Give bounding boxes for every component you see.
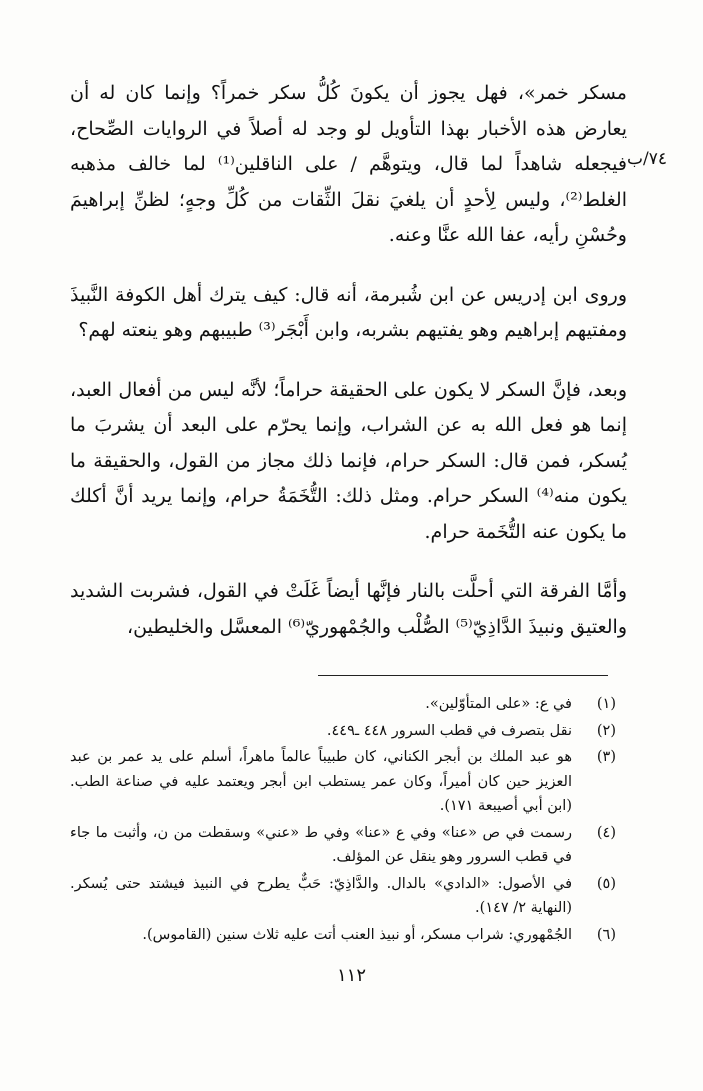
main-text: [70, 76, 627, 645]
footnote: [70, 872, 616, 921]
paragraph: وأمَّا الفرقة التي أحلَّت بالنار فإنَّها أيضاً غَلَتْ في القول، فشربت الشديد والعتيق ونبيذَ الدَّاذِيّ⁽⁵⁾ الصُّلْب والجُمْهوريّ⁽⁶⁾ المعسَّل والخليطين،: [70, 580, 627, 638]
footnote-divider: [318, 675, 608, 676]
footnote-text: نقل بتصرف في قطب السرور ٤٤٨ ـ٤٤٩.: [326, 722, 572, 739]
paragraph: مسكر خمر»، فهل يجوز أن يكونَ كُلُّ سكر خمراً؟ وإنما كان له أن يعارض هذه الأخبار بهذا التأويل لو وجد له أصلاً في الروايات الصِّحاح، فيجعله شاهداً لما قال، ويتوهَّم / على الناقلين⁽¹⁾ لما خالف مذهبه الغلط⁽²⁾، وليس لِأحدٍ أن يلغيَ نقلَ الثِّقات من كُلِّ وجهٍ؛ لظنِّ إبراهيمَ وحُسْنِ رأيه، عفا الله عنَّا وعنه.: [70, 82, 627, 246]
footnote-number: (٥): [596, 875, 616, 892]
footnote-text: في ع: «على المتأوّلين».: [425, 696, 572, 712]
footnote: [70, 745, 616, 819]
margin-folio-note: ٧٤/ب: [627, 149, 667, 169]
paragraph: وروى ابن إدريس عن ابن شُبرمة، أنه قال: كيف يترك أهل الكوفة النَّبيذَ ومفتيهم إبراهيم وهو يفتيهم بشربه، وابن أَبْجَر⁽³⁾ طبيبهم وهو ينعته لهم؟: [70, 283, 627, 341]
footnotes: [70, 692, 616, 949]
footnote-text: الجُمْهوري: شراب مسكر، أو نبيذ العنب أتت عليه ثلاث سنين (القاموس).: [142, 926, 572, 943]
footnote: [70, 719, 616, 744]
footnote-number: (٣): [596, 749, 616, 765]
footnote-text: هو عبد الملك بن أبجر الكناني، كان طبيباً عالماً ماهراً، أسلم على يد عمر بن عبد العزيز حين كان أميراً، وكان عمر يستطب ابن أبجر ويعتمد عليه في صناعة الطب. (ابن أبي أصيبعة ١٧١).: [70, 749, 572, 814]
page-number: ١١٢: [336, 965, 366, 986]
footnote-number: (٢): [596, 722, 616, 739]
footnote: [70, 923, 616, 948]
paragraph: وبعد، فإنَّ السكر لا يكون على الحقيقة حراماً؛ لأنَّه ليس من أفعال العبد، إنما هو فعل الله به عن الشراب، وإنما يحرّم على البعد أن يشربَ ما يُسكر، فمن قال: السكر حرام، فإنما ذلك مجاز من القول، والحقيقة ما يكون منه⁽⁴⁾ السكر حرام. ومثل ذلك: التُّخَمَةُ حرام، وإنما يريد أنَّ أكلك ما يكون عنه التُّخَمة حرام.: [70, 378, 627, 543]
footnote-text: رسمت في ص «عنا» وفي ع «عنا» وفي ط «عني» وسقطت من ن، وأثبت ما جاء في قطب السرور وهو ينقل عن المؤلف.: [70, 824, 572, 865]
footnote-number: (٤): [596, 824, 616, 841]
footnote: [70, 692, 616, 717]
footnote: [70, 821, 616, 870]
footnote-number: (٦): [596, 926, 616, 943]
footnote-text: في الأصول: «الدادي» بالدال. والدَّاذِيّ: حَبٌّ يطرح في النبيذ فيشتد حتى يُسكر. (النهاية ٢/ ١٤٧).: [70, 875, 572, 916]
footnote-number: (١): [596, 696, 616, 712]
